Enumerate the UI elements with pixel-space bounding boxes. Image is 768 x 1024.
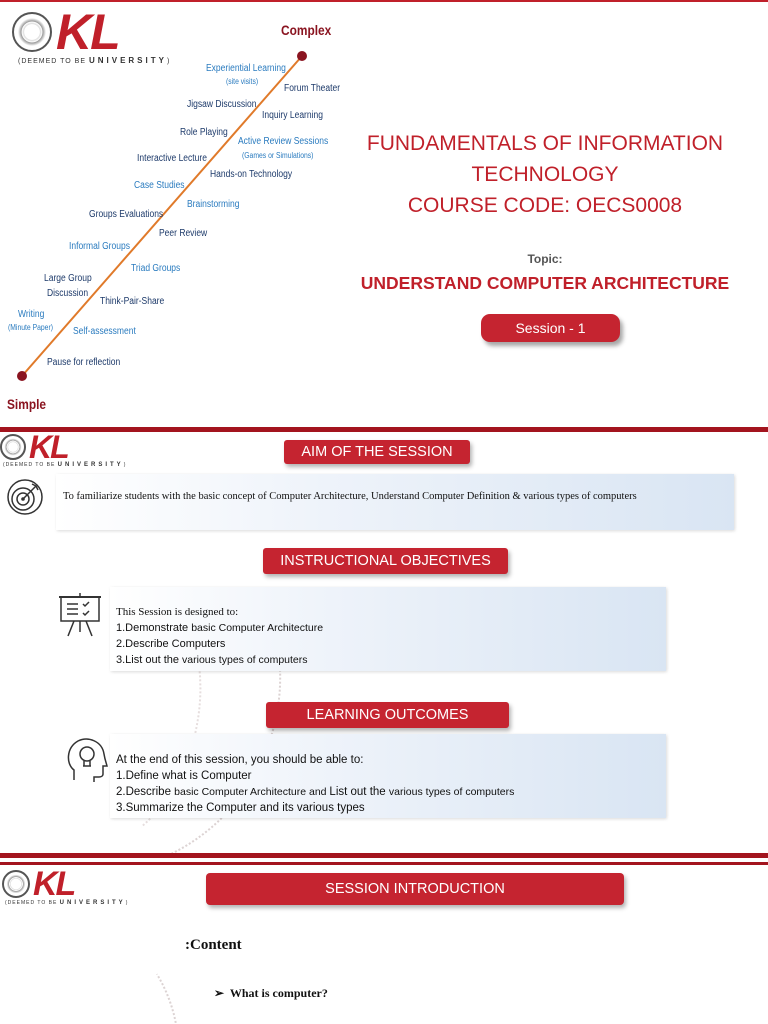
outcomes-list (116, 752, 661, 816)
objective-item: 1.Demonstrate basic Computer Architecture (116, 622, 324, 634)
diagram-item: (Minute Paper) (8, 323, 53, 332)
outcome-item: 2.Describe basic Computer Architecture and List out the various types of computers (116, 786, 515, 798)
simple-end-dot (17, 371, 27, 381)
diagram-item: Experiential Learning (206, 63, 286, 74)
diagram-item: Case Studies (134, 180, 185, 191)
diagram-item: Discussion (47, 288, 89, 299)
objective-item: 2.Describe Computers (116, 638, 226, 650)
course-title-line1: FUNDAMENTALS OF INFORMATION (366, 132, 724, 155)
logo-university-text: (DEEMED TO BE UNIVERSITY) (3, 462, 127, 468)
kl-university-logo (0, 434, 126, 468)
diagram-item: Groups Evaluations (89, 209, 164, 220)
diagram-item: Self-assessment (73, 326, 136, 337)
outcome-item: 1.Define what is Computer (116, 770, 252, 782)
complex-end-dot (297, 51, 307, 61)
objectives-intro: This Session is designed to: (116, 606, 239, 618)
logo-university-text: (DEEMED TO BE UNIVERSITY) (5, 900, 129, 906)
session-intro-header: SESSION INTRODUCTION (206, 873, 624, 905)
diagram-item: Think-Pair-Share (100, 296, 165, 307)
objectives-list (116, 604, 661, 668)
content-bullet: ➢ What is computer? (214, 986, 328, 1000)
university-seal-icon (0, 434, 26, 460)
diagram-item: Peer Review (159, 228, 208, 239)
diagram-item: Informal Groups (69, 241, 130, 252)
objectives-header: INSTRUCTIONAL OBJECTIVES (263, 548, 508, 574)
diagram-item: Interactive Lecture (137, 153, 207, 164)
outcomes-header: LEARNING OUTCOMES (266, 702, 509, 728)
logo-university-text: (DEEMED TO BE UNIVERSITY) (18, 56, 171, 65)
session-badge: Session - 1 (481, 314, 620, 342)
outcomes-intro: At the end of this session, you should be able to: (116, 754, 364, 766)
session-overview-slide (0, 434, 768, 858)
diagram-item: Role Playing (180, 127, 228, 138)
course-title-line2: TECHNOLOGY (471, 163, 619, 186)
diagram-item: (site visits) (226, 77, 259, 86)
complex-label: Complex (281, 22, 332, 38)
outcome-item: 3.Summarize the Computer and its various types (116, 802, 365, 814)
aim-header: AIM OF THE SESSION (284, 440, 470, 464)
topic-label: Topic: (527, 252, 563, 266)
objective-item: 3.List out the various types of computers (116, 654, 308, 666)
diagram-item: Hands-on Technology (210, 169, 293, 180)
diagram-item: Forum Theater (284, 83, 341, 94)
course-code: COURSE CODE: OECS0008 (407, 194, 683, 217)
logo-kl-text: KL (33, 865, 75, 903)
diagram-item: Writing (18, 309, 45, 320)
diagram-item: Large Group (44, 273, 92, 284)
diagram-item: (Games or Simulations) (242, 151, 314, 160)
session-introduction-slide (0, 862, 768, 1024)
head-lightbulb-icon (64, 736, 108, 784)
diagram-item: Jigsaw Discussion (187, 99, 257, 110)
simple-label: Simple (7, 396, 47, 412)
logo-kl-text: KL (29, 434, 68, 465)
diagram-item: Triad Groups (131, 263, 181, 274)
content-title: :Content (185, 937, 242, 953)
logo-kl-text: KL (56, 4, 119, 60)
diagram-item: Active Review Sessions (238, 136, 329, 147)
diagram-item: Brainstorming (187, 199, 240, 210)
topic-title: UNDERSTAND COMPUTER ARCHITECTURE (360, 273, 730, 293)
aim-text: To familiarize students with the basic concept of Computer Architecture, Understand Computer Definition & various types of computers (63, 491, 637, 502)
diagram-item: Pause for reflection (47, 357, 121, 368)
diagram-item: Inquiry Learning (262, 110, 323, 121)
title-slide (0, 0, 768, 432)
target-icon (6, 478, 44, 516)
bullet-arrow-icon: ➢ (214, 986, 225, 1000)
presentation-board-icon (58, 592, 102, 638)
